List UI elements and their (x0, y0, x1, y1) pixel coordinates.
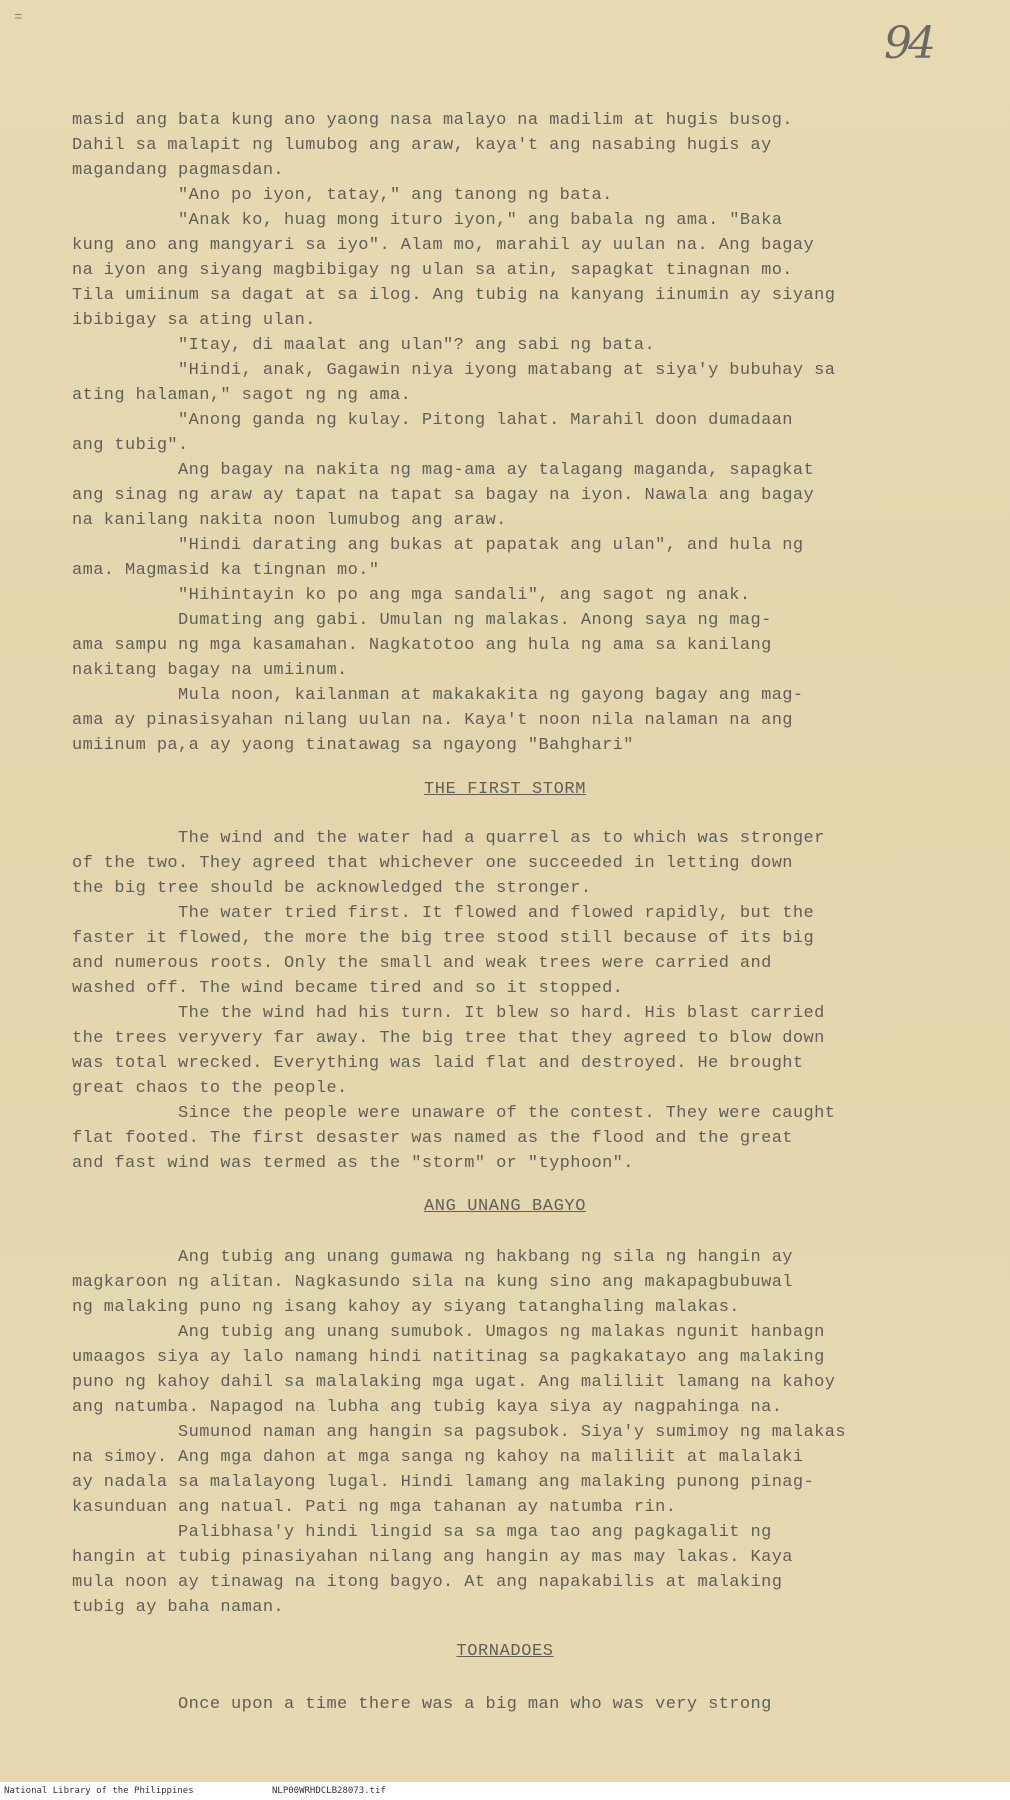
text-line: Sumunod naman ang hangin sa pagsubok. Siya'y sumimoy ng malakas (72, 1423, 846, 1442)
text-line: ama ay pinasisyahan nilang uulan na. Kaya't noon nila nalaman na ang (72, 711, 793, 730)
text-line: the big tree should be acknowledged the stronger. (72, 879, 592, 898)
text-line: Palibhasa'y hindi lingid sa sa mga tao ang pagkagalit ng (72, 1523, 772, 1542)
text-line: Ang bagay na nakita ng mag-ama ay talagang maganda, sapagkat (72, 461, 815, 480)
text-line: "Ano po iyon, tatay," ang tanong ng bata. (72, 186, 613, 205)
text-line: The wind and the water had a quarrel as to which was stronger (72, 829, 825, 848)
text-line: "Hindi, anak, Gagawin niya iyong matabang at siya'y bubuhay sa (72, 361, 836, 380)
text-line: Once upon a time there was a big man who was very strong (72, 1695, 772, 1714)
text-line: Since the people were unaware of the contest. They were caught (72, 1104, 836, 1123)
text-line: Dahil sa malapit ng lumubog ang araw, kaya't ang nasabing hugis ay (72, 136, 772, 155)
text-line: ang tubig". (72, 436, 189, 455)
text-line: hangin at tubig pinasiyahan nilang ang hangin ay mas may lakas. Kaya (72, 1548, 793, 1567)
text-line: puno ng kahoy dahil sa malalaking mga ugat. Ang maliliit lamang na kahoy (72, 1373, 836, 1392)
scan-footer (0, 1782, 1010, 1800)
section-heading-first-storm: THE FIRST STORM (423, 780, 587, 799)
text-line: ng malaking puno ng isang kahoy ay siyang tatanghaling malakas. (72, 1298, 740, 1317)
text-line: umaagos siya ay lalo namang hindi natitinag sa pagkakatayo ang malaking (72, 1348, 825, 1367)
text-line: "Hihintayin ko po ang mga sandali", ang sagot ng anak. (72, 586, 751, 605)
text-line: umiinum pa,a ay yaong tinatawag sa ngayong "Bahghari" (72, 736, 634, 755)
section-heading-unang-bagyo: ANG UNANG BAGYO (423, 1197, 587, 1216)
text-line: ating halaman," sagot ng ng ama. (72, 386, 412, 405)
text-line: kasunduan ang natual. Pati ng mga tahanan ay natumba rin. (72, 1498, 677, 1517)
text-line: Ang tubig ang unang gumawa ng hakbang ng sila ng hangin ay (72, 1248, 793, 1267)
text-line: of the two. They agreed that whichever one succeeded in letting down (72, 854, 793, 873)
text-line: flat footed. The first desaster was named as the flood and the great (72, 1129, 793, 1148)
text-line: The the wind had his turn. It blew so hard. His blast carried (72, 1004, 825, 1023)
text-line: magkaroon ng alitan. Nagkasundo sila na kung sino ang makapagbubuwal (72, 1273, 793, 1292)
text-line: masid ang bata kung ano yaong nasa malayo na madilim at hugis busog. (72, 111, 793, 130)
text-line: ama. Magmasid ka tingnan mo." (72, 561, 380, 580)
page-number: 94 (884, 18, 932, 69)
text-line: and numerous roots. Only the small and weak trees were carried and (72, 954, 772, 973)
text-line: ang sinag ng araw ay tapat na tapat sa bagay na iyon. Nawala ang bagay (72, 486, 815, 505)
text-line: kung ano ang mangyari sa iyo". Alam mo, marahil ay uulan na. Ang bagay (72, 236, 815, 255)
corner-mark: = (14, 10, 23, 26)
text-line: na simoy. Ang mga dahon at mga sanga ng kahoy na maliliit at malalaki (72, 1448, 804, 1467)
text-line: Mula noon, kailanman at makakakita ng gayong bagay ang mag- (72, 686, 804, 705)
text-line: ay nadala sa malalayong lugal. Hindi lamang ang malaking punong pinag- (72, 1473, 815, 1492)
footer-institution: National Library of the Philippines (4, 1786, 194, 1796)
text-line: ang natumba. Napagod na lubha ang tubig kaya siya ay nagpahinga na. (72, 1398, 783, 1417)
story-rainbow-text (72, 108, 972, 758)
text-line: Dumating ang gabi. Umulan ng malakas. Anong saya ng mag- (72, 611, 772, 630)
text-line: na iyon ang siyang magbibigay ng ulan sa atin, sapagkat tinagnan mo. (72, 261, 793, 280)
text-line: nakitang bagay na umiinum. (72, 661, 348, 680)
text-line: magandang pagmasdan. (72, 161, 285, 180)
text-line: "Anong ganda ng kulay. Pitong lahat. Marahil doon dumadaan (72, 411, 793, 430)
text-line: was total wrecked. Everything was laid flat and destroyed. He brought (72, 1054, 804, 1073)
text-line: ama sampu ng mga kasamahan. Nagkatotoo ang hula ng ama sa kanilang (72, 636, 772, 655)
text-line: mula noon ay tinawag na itong bagyo. At ang napakabilis at malaking (72, 1573, 783, 1592)
text-line: ibibigay sa ating ulan. (72, 311, 316, 330)
text-line: "Anak ko, huag mong ituro iyon," ang babala ng ama. "Baka (72, 211, 783, 230)
text-line: great chaos to the people. (72, 1079, 348, 1098)
text-line: tubig ay baha naman. (72, 1598, 285, 1617)
text-line: na kanilang nakita noon lumubog ang araw. (72, 511, 507, 530)
text-line: the trees veryvery far away. The big tree that they agreed to blow down (72, 1029, 825, 1048)
text-line: washed off. The wind became tired and so it stopped. (72, 979, 624, 998)
footer-filename: NLP00WRHDCLB28073.tif (272, 1786, 386, 1796)
tornadoes-text (72, 1692, 972, 1717)
text-line: "Hindi darating ang bukas at papatak ang ulan", and hula ng (72, 536, 804, 555)
first-storm-text (72, 826, 972, 1176)
text-line: Ang tubig ang unang sumubok. Umagos ng malakas ngunit hanbagn (72, 1323, 825, 1342)
text-line: faster it flowed, the more the big tree stood still because of its big (72, 929, 815, 948)
text-line: Tila umiinum sa dagat at sa ilog. Ang tubig na kanyang iinumin ay siyang (72, 286, 836, 305)
text-line: "Itay, di maalat ang ulan"? ang sabi ng bata. (72, 336, 656, 355)
text-line: and fast wind was termed as the "storm" or "typhoon". (72, 1154, 634, 1173)
unang-bagyo-text (72, 1245, 972, 1620)
text-line: The water tried first. It flowed and flowed rapidly, but the (72, 904, 815, 923)
section-heading-tornadoes: TORNADOES (456, 1642, 554, 1661)
